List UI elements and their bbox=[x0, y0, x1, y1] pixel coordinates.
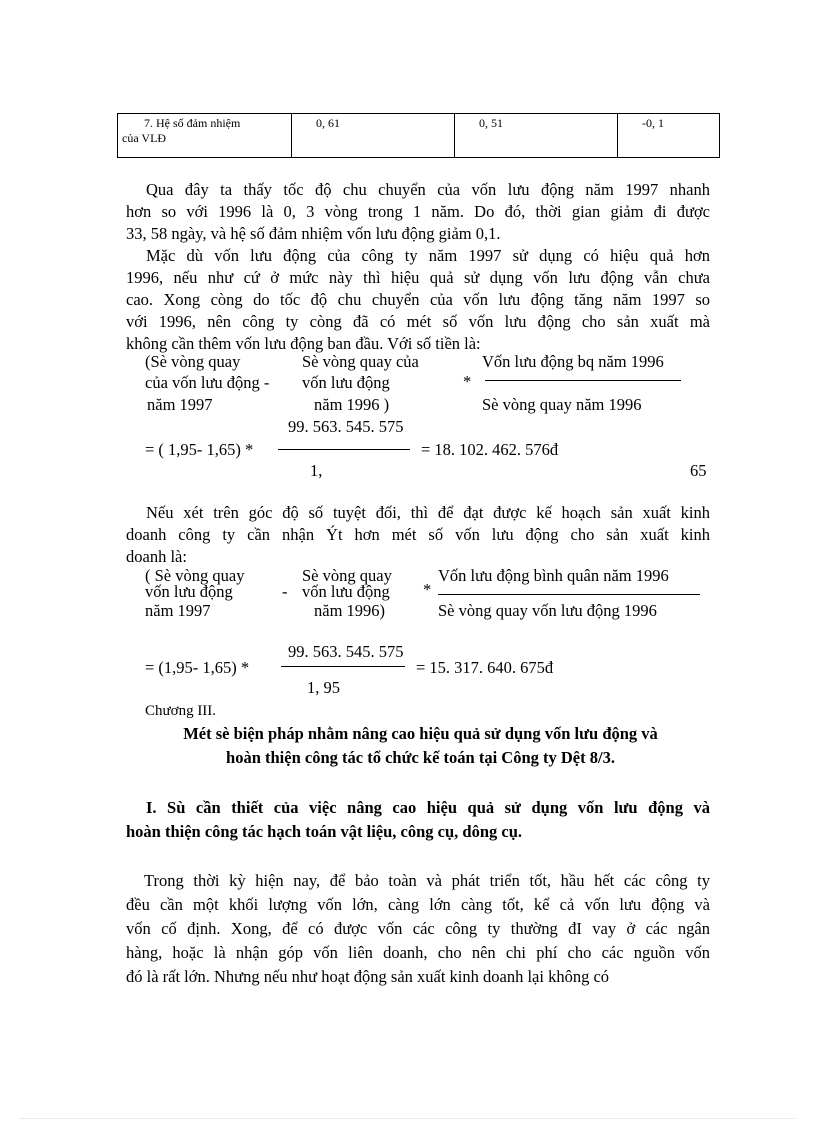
para4-line: đó là rất lớn. Nhưng nếu như hoạt động sản xuất kinh doanh lại không có bbox=[126, 967, 610, 986]
para2-line: cao. Xong còng do tốc độ chu chuyển của vốn lưu động tăng năm 1997 so bbox=[126, 290, 710, 309]
formula1-result: = 18. 102. 462. 576đ bbox=[421, 440, 559, 459]
page-bottom-divider bbox=[20, 1118, 796, 1119]
row-label-line2: của VLĐ bbox=[122, 131, 167, 145]
formula2-result: = 15. 317. 640. 675đ bbox=[416, 658, 554, 677]
indicator-table bbox=[117, 113, 720, 158]
formula2-term-b: Sè vòng quay bbox=[302, 566, 392, 585]
para3-line: doanh là: bbox=[126, 547, 187, 566]
para2-line: với 1996, nên công ty còng đã có mét số vốn lưu động cho sản xuất mà bbox=[126, 312, 710, 331]
para2-line: 1996, nếu như cứ ở mức này thì hiệu quả sử dụng vốn lưu động vẫn chưa bbox=[126, 268, 710, 287]
formula1-term-a: của vốn lưu động - bbox=[145, 373, 270, 392]
formula1-term-b: vốn lưu động bbox=[302, 373, 390, 392]
para1-line: hơn so với 1996 là 0, 3 vòng trong 1 năm. Do đó, thời gian giảm đi được bbox=[126, 202, 710, 221]
formula2-term-a: vốn lưu động bbox=[145, 582, 233, 601]
formula1-term-a: năm 1997 bbox=[147, 395, 213, 414]
formula2-term-a: năm 1997 bbox=[145, 601, 211, 620]
para1-line: Qua đây ta thấy tốc độ chu chuyển của vốn lưu động năm 1997 nhanh bbox=[146, 180, 710, 199]
fraction-bar bbox=[281, 666, 405, 667]
formula1-lhs: = ( 1,95- 1,65) * bbox=[145, 440, 254, 459]
paragraph-absolute bbox=[126, 502, 710, 568]
formula1-denominator-tail: 65 bbox=[690, 461, 707, 480]
minus-sign: - bbox=[282, 582, 288, 601]
para2-line: không cần thêm vốn lưu động ban đầu. Với số tiền là: bbox=[126, 334, 481, 353]
para4-line: Trong thời kỳ hiện nay, để bảo toàn và phát triển tốt, hầu hết các công ty bbox=[144, 871, 710, 890]
chapter-heading-line: hoàn thiện công tác tổ chức kế toán tại Công ty Dệt 8/3. bbox=[226, 748, 615, 767]
formula2-numerator-value: 99. 563. 545. 575 bbox=[288, 642, 404, 661]
multiply-sign: * bbox=[463, 372, 472, 391]
formula2-term-b: vốn lưu động bbox=[302, 582, 390, 601]
table-row bbox=[118, 114, 720, 158]
formula2-term-a: ( Sè vòng quay bbox=[145, 566, 245, 585]
fraction-bar bbox=[438, 594, 700, 595]
table-cell-label bbox=[118, 114, 292, 158]
para2-line: Mặc dù vốn lưu động của công ty năm 1997 sử dụng có hiệu quả hơn bbox=[146, 246, 710, 265]
paragraph-capital-needs bbox=[126, 869, 710, 989]
formula1-denominator-value: 1, bbox=[310, 461, 323, 480]
table-cell-1997: 0, 51 bbox=[455, 114, 618, 158]
chapter-heading-line: Mét sè biện pháp nhằm nâng cao hiệu quả sử dụng vốn lưu động và bbox=[183, 724, 658, 743]
table-cell-1996: 0, 61 bbox=[292, 114, 455, 158]
formula2-fraction-numerator: Vốn lưu động bình quân năm 1996 bbox=[438, 566, 669, 585]
multiply-sign: * bbox=[423, 580, 432, 599]
table-cell-diff: -0, 1 bbox=[618, 114, 720, 158]
formula1-numerator-value: 99. 563. 545. 575 bbox=[288, 417, 404, 436]
para4-line: hàng, hoặc là nhận góp vốn liên doanh, cho nên chi phí cho các nguồn vốn bbox=[126, 943, 710, 962]
section-heading-line: hoàn thiện công tác hạch toán vật liệu, công cụ, dông cụ. bbox=[126, 822, 523, 841]
formula2-fraction-denominator: Sè vòng quay vốn lưu động 1996 bbox=[438, 601, 657, 620]
fraction-bar bbox=[278, 449, 410, 450]
fraction-bar bbox=[485, 380, 681, 381]
formula2-denominator-value: 1, 95 bbox=[307, 678, 340, 697]
para4-line: đều cần một khối lượng vốn lớn, càng lớn càng tốt, kể cả vốn lưu động và bbox=[126, 895, 710, 914]
formula2-lhs: = (1,95- 1,65) * bbox=[145, 658, 250, 677]
paragraph-turnover bbox=[126, 179, 710, 245]
para3-line: Nếu xét trên góc độ số tuyệt đối, thì để đạt được kế hoạch sản xuất kinh bbox=[146, 503, 710, 522]
chapter-label: Chương III. bbox=[145, 703, 217, 719]
formula1-term-b: năm 1996 ) bbox=[314, 395, 390, 414]
formula1-term-b: Sè vòng quay của bbox=[302, 352, 419, 371]
section-heading bbox=[126, 796, 710, 844]
formula1-fraction-numerator: Vốn lưu động bq năm 1996 bbox=[482, 352, 664, 371]
para3-line: doanh công ty cần nhận Ýt hơn mét số vốn lưu động cho sản xuất kinh bbox=[126, 525, 710, 544]
row-label-line1: 7. Hệ số đảm nhiệm bbox=[144, 116, 241, 130]
para4-line: vốn cố định. Xong, để có được vốn các công ty thường đI vay ở các ngân bbox=[126, 919, 710, 938]
formula1-term-a: (Sè vòng quay bbox=[145, 352, 241, 371]
section-heading-line: I. Sù cần thiết của việc nâng cao hiệu quả sử dụng vốn lưu động và bbox=[146, 798, 710, 817]
chapter-heading bbox=[145, 724, 696, 768]
para1-line: 33, 58 ngày, và hệ số đảm nhiệm vốn lưu động giảm 0,1. bbox=[126, 224, 501, 243]
formula2-term-b: năm 1996) bbox=[314, 601, 386, 620]
paragraph-efficiency bbox=[126, 245, 710, 355]
formula1-fraction-denominator: Sè vòng quay năm 1996 bbox=[482, 395, 642, 414]
